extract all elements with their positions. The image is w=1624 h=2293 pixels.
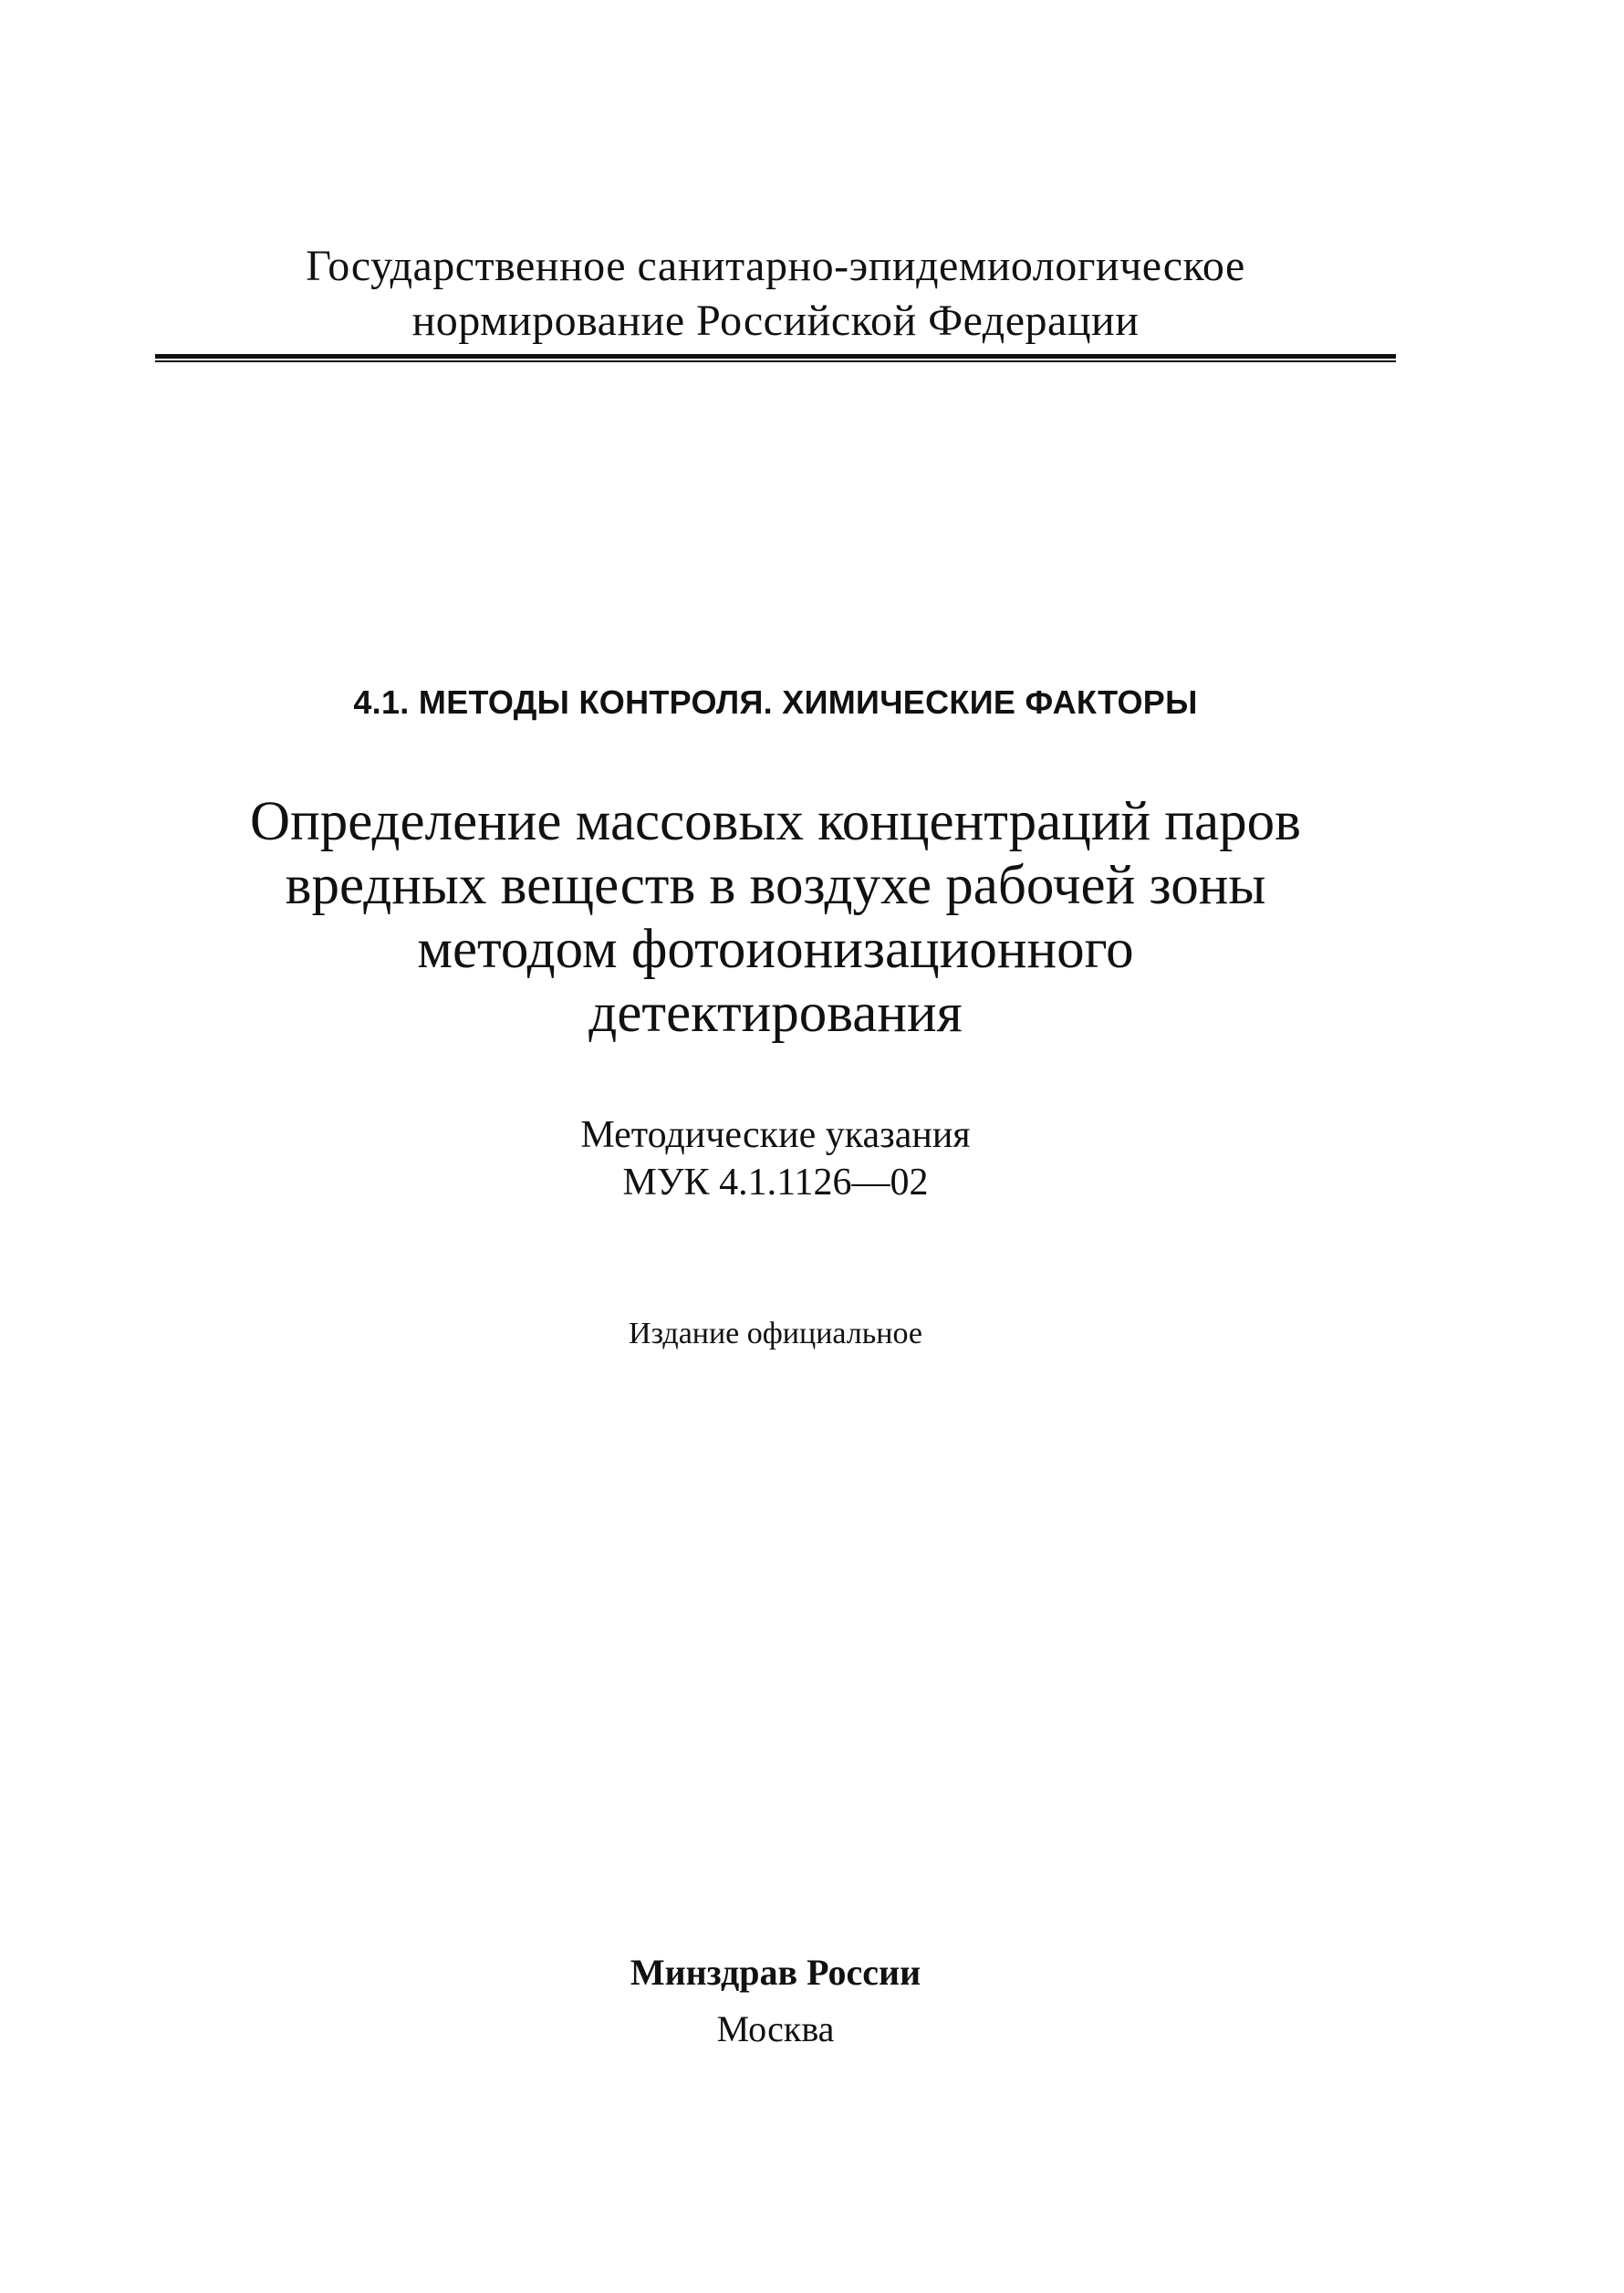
publisher-city: Москва <box>716 2008 835 2049</box>
document-type-label: Методические указания <box>580 1114 971 1156</box>
title-line-3: методом фотоионизационного <box>417 919 1134 980</box>
title-line-1: Определение массовых концентраций паров <box>250 791 1301 852</box>
publisher-name: Минздрав России <box>630 1952 921 1993</box>
header-line-1: Государственное санитарно-эпидемиологическое <box>306 242 1245 290</box>
document-type-block <box>274 1111 1277 1206</box>
edition-label: Издание официальное <box>629 1317 922 1350</box>
title-line-4: детектирования <box>588 983 963 1044</box>
document-code: МУК 4.1.1126—02 <box>622 1162 929 1204</box>
header-line-2: нормирование Российской Федерации <box>411 297 1140 345</box>
document-title <box>137 790 1414 1046</box>
header-block <box>155 239 1396 349</box>
title-line-2: вредных веществ в воздухе рабочей зоны <box>285 855 1266 916</box>
series-heading: 4.1. МЕТОДЫ КОНТРОЛЯ. ХИМИЧЕСКИЕ ФАКТОРЫ <box>353 683 1198 721</box>
publisher-block <box>274 1949 1277 2053</box>
header-divider <box>155 354 1396 362</box>
